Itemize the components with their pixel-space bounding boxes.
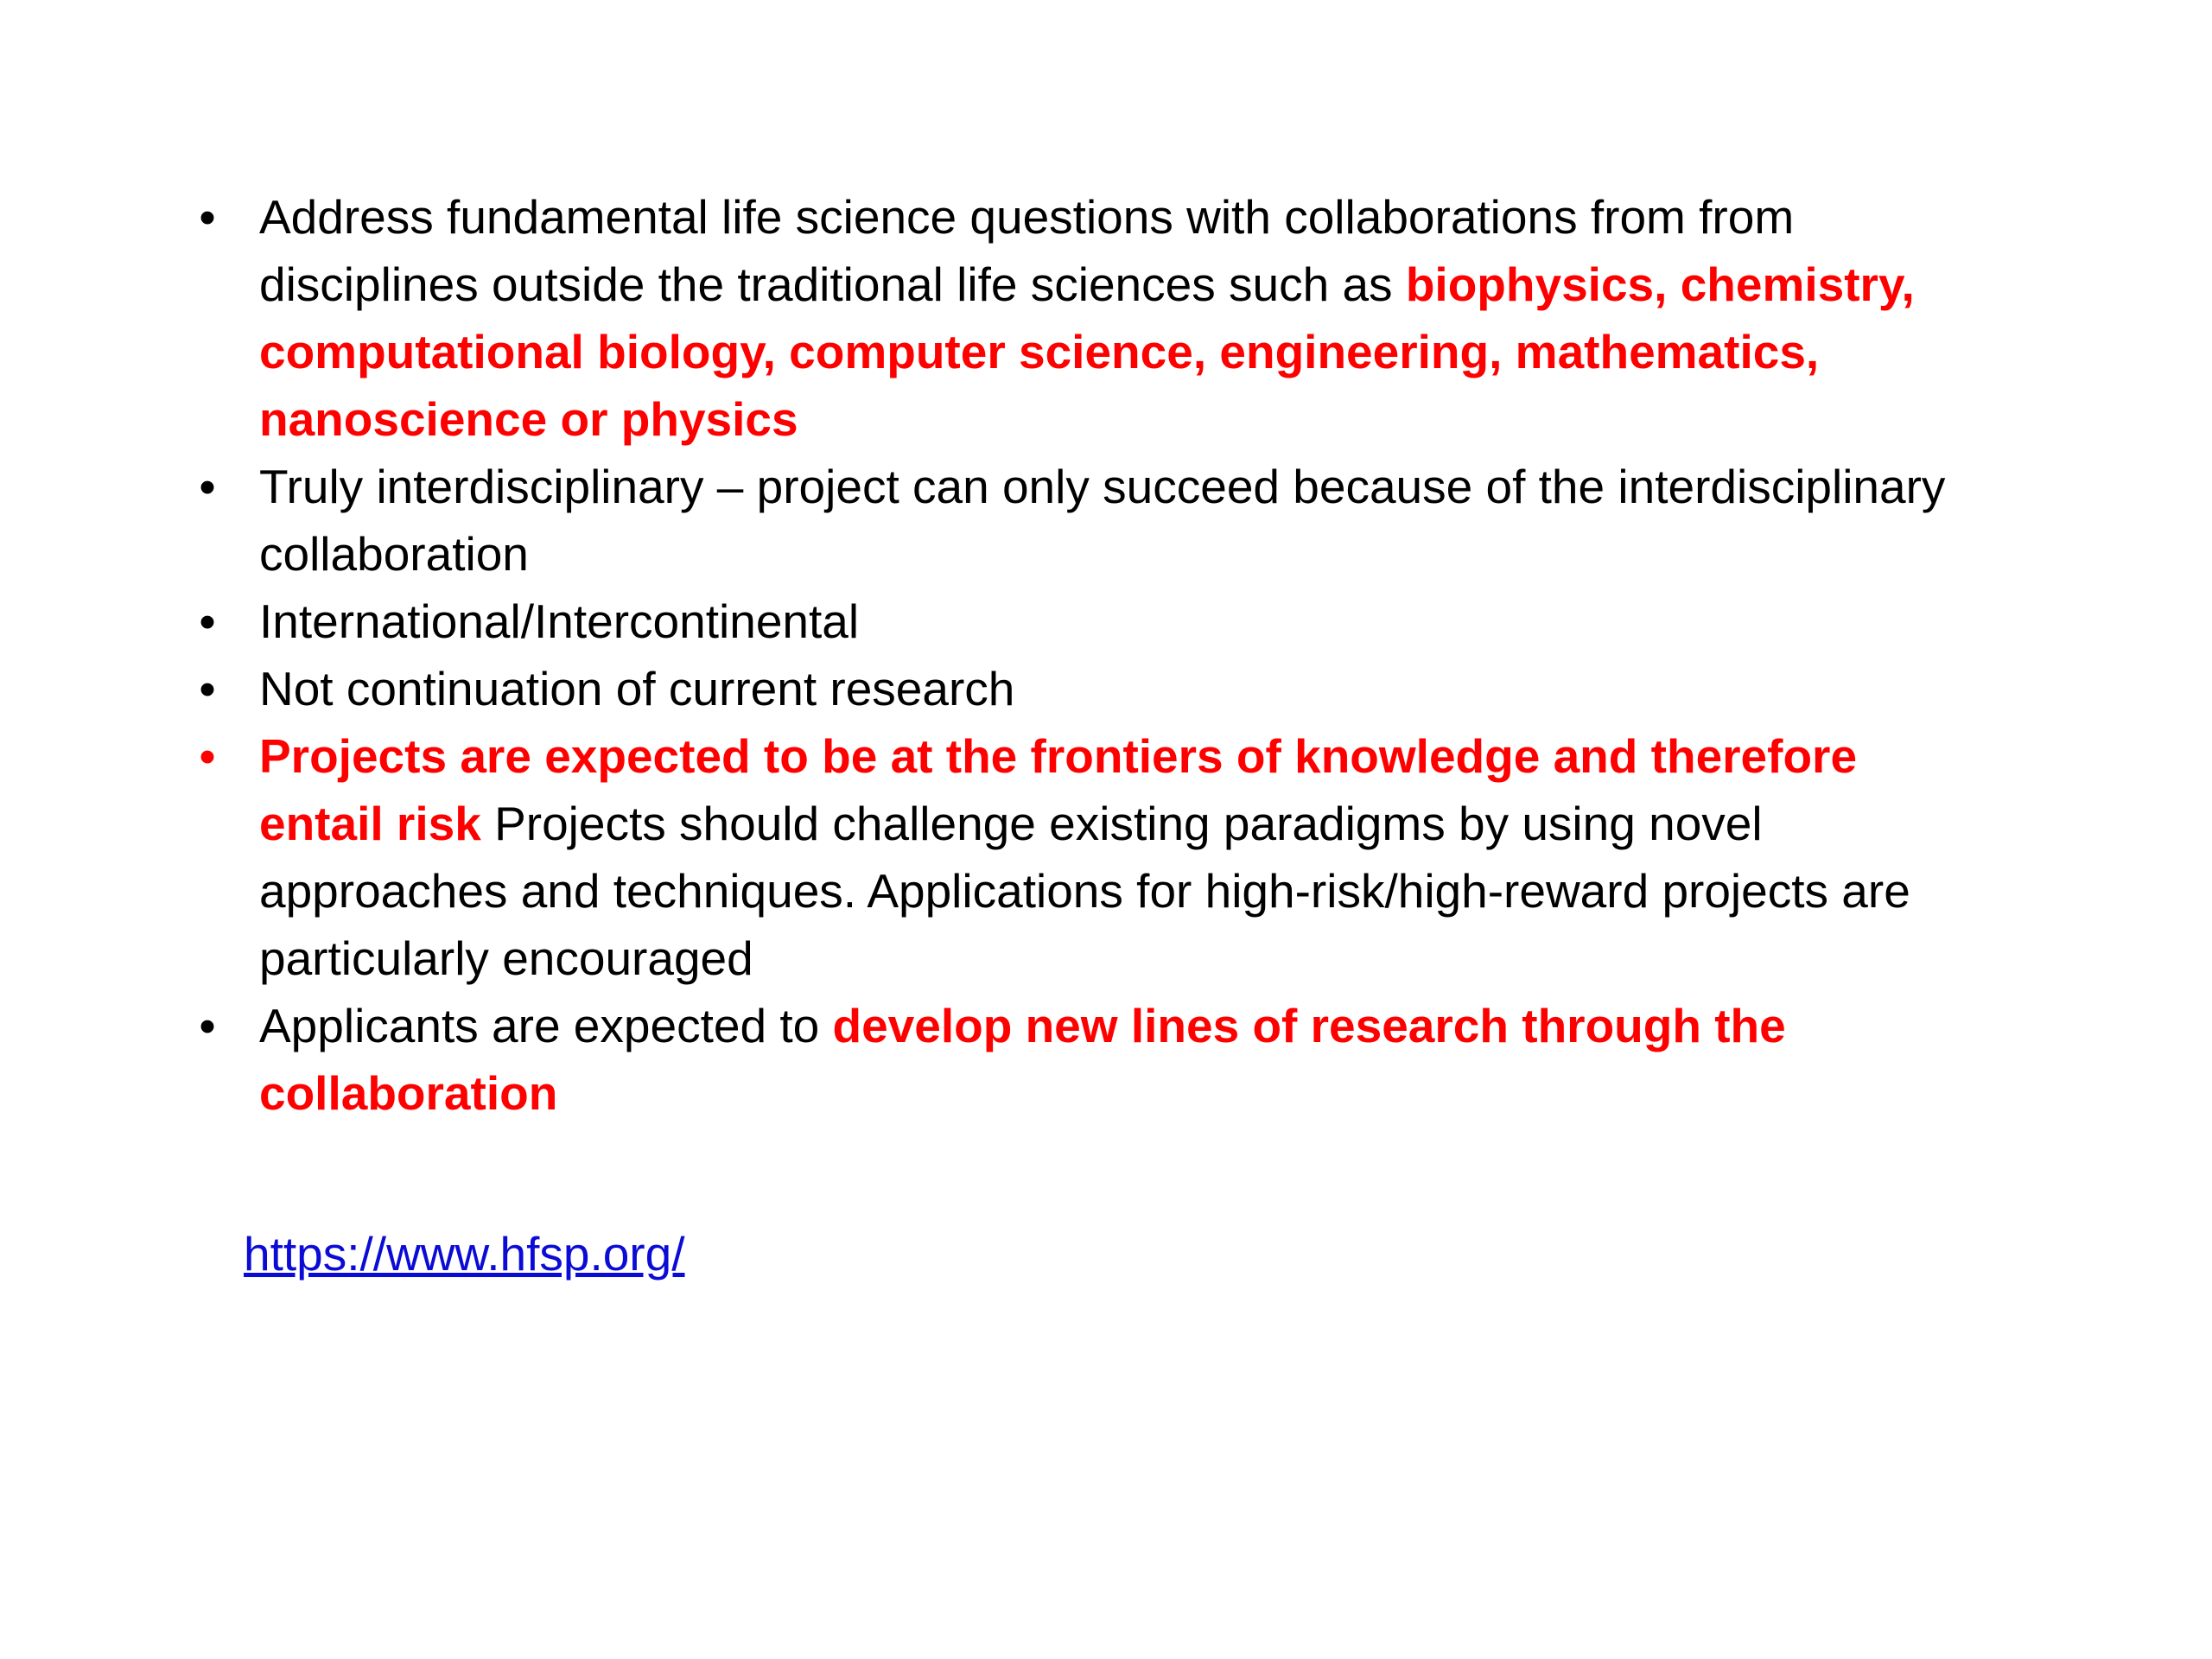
- bullet-marker: •: [199, 594, 216, 648]
- bullet-text: Not continuation of current research: [259, 662, 1015, 715]
- bullet-item-2: [199, 453, 1987, 588]
- bullet-marker: •: [199, 460, 216, 513]
- bullet-marker: •: [199, 190, 216, 244]
- bullet-marker: •: [199, 729, 216, 783]
- bullet-text: Address fundamental life science questions with collaborations from from disciplines outside the traditional life sciences such as: [259, 190, 1795, 311]
- bullet-text: Truly interdisciplinary – project can only succeed because of the interdisciplinary collaboration: [259, 460, 1946, 581]
- bullet-text: Applicants are expected to: [259, 999, 833, 1052]
- bullet-text: Projects should challenge existing paradigms by using novel approaches and techniques. Applications for high-risk/high-reward projects are particularly encouraged: [259, 797, 1910, 985]
- bullet-emphasis: biophysics, chemistry, computational biology, computer science, engineering, mathematics, nanoscience or physics: [259, 257, 1915, 446]
- bullet-text: International/Intercontinental: [259, 594, 860, 648]
- bullet-list: [199, 183, 1987, 1127]
- bullet-item-6: [199, 992, 1987, 1127]
- hfsp-link[interactable]: https://www.hfsp.org/: [244, 1227, 685, 1281]
- bullet-item-5: [199, 722, 1987, 992]
- bullet-item-4: [199, 655, 1987, 722]
- bullet-item-1: [199, 183, 1987, 453]
- bullet-emphasis: develop new lines of research through the collaboration: [259, 999, 1786, 1120]
- bullet-marker: •: [199, 662, 216, 715]
- bullet-marker: •: [199, 999, 216, 1052]
- bullet-emphasis: Projects are expected to be at the frontiers of knowledge and therefore entail risk: [259, 729, 1858, 850]
- bullet-item-3: [199, 588, 1987, 655]
